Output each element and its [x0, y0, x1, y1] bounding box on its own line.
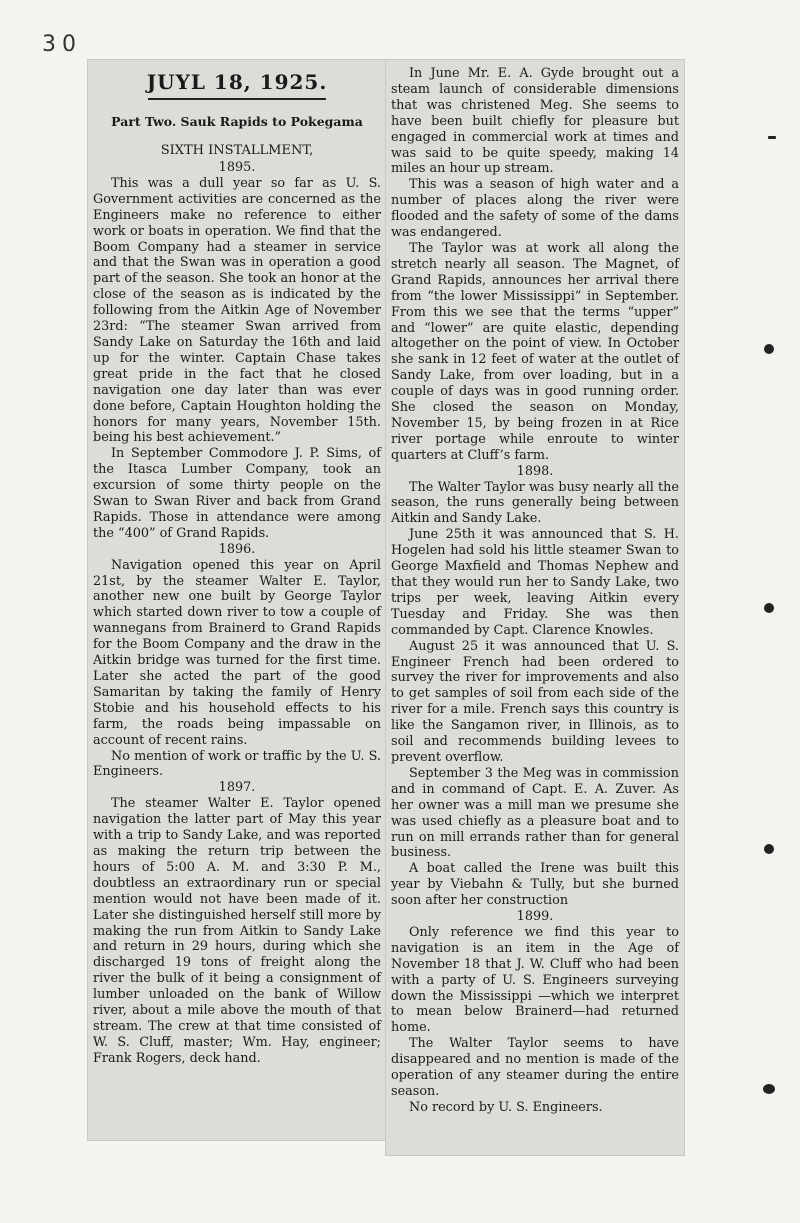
- year-heading: 1896.: [218, 541, 256, 557]
- year-heading: 1895.: [218, 160, 256, 175]
- installment-heading: SIXTH INSTALLMENT,: [160, 143, 314, 158]
- year-heading: 1899.: [516, 909, 554, 925]
- article-paragraph: The Taylor was at work all along the stretch nearly all season. The Magnet, of Grand Rapids, announces her arrival there from “the lower Mississippi” in September. From this we see that the terms “upper” and “lower” are quite elastic, depending altogether on the point of view. In October she sank in 12 feet of water at the outlet of Sandy Lake, from over loading, but in a couple of days was in good running order. She closed the season on Monday, November 15, by being frozen in at Rice river portage while enroute to winter quarters at Cluff’s farm.: [391, 240, 679, 463]
- article-paragraph: Only reference we find this year to navigation is an item in the Age of November 18 that J. W. Cluff who had been with a party of U. S. Engineers surveying down the Mississippi —which we interpret to mean below Brainerd—had returned home.: [391, 924, 679, 1036]
- punch-mark: [768, 136, 776, 139]
- punch-mark: [764, 603, 774, 613]
- clipping-subtitle: Part Two. Sauk Rapids to Pokegama: [111, 114, 363, 129]
- article-paragraph: The Walter Taylor was busy nearly all the season, the runs generally being between Aitkin and Sandy Lake.: [391, 479, 679, 527]
- article-paragraph: June 25th it was announced that S. H. Hogelen had sold his little steamer Swan to George Maxfield and Thomas Nephew and that they would run her to Sandy Lake, two trips per week, leaving Aitkin every Tuesday and Friday. She was then commanded by Capt. Clarence Knowles.: [391, 527, 679, 638]
- year-heading: 1898.: [516, 463, 554, 479]
- article-paragraph: A boat called the Irene was built this year by Viebahn & Tully, but she burned soon after her construction: [391, 861, 679, 909]
- clipping-date: JUYL 18, 1925.: [146, 70, 328, 94]
- article-paragraph: No mention of work or traffic by the U. S. Engineers.: [93, 748, 381, 780]
- punch-mark: [763, 1084, 775, 1094]
- article-paragraph: In June Mr. E. A. Gyde brought out a steam launch of considerable dimensions that was christened Meg. She seems to have been built chiefly for pleasure but engaged in commercial work at times and was said to be quite speedy, making 14 miles an hour up stream.: [391, 66, 679, 177]
- page-number: 30: [42, 32, 82, 57]
- article-paragraph: This was a season of high water and a number of places along the river were flooded and the safety of some of the dams was endangered.: [391, 177, 679, 241]
- article-paragraph: August 25 it was announced that U. S. Engineer French had been ordered to survey the river for improvements and also to get samples of soil from each side of the river for a mile. French says this country is like the Sangamon river, in Illinois, as to soil and recommends building levees to prevent overflow.: [391, 638, 679, 765]
- article-paragraph: September 3 the Meg was in commission and in command of Capt. E. A. Zuver. As her owner was a mill man we presume she was used chiefly as a pleasure boat and to run on mill errands rather than for general business.: [391, 765, 679, 861]
- punch-mark: [764, 844, 774, 854]
- year-heading: 1897.: [218, 780, 256, 796]
- masthead-rule: [148, 98, 326, 100]
- article-paragraph: The Walter Taylor seems to have disappeared and no mention is made of the operation of any steamer during the entire season.: [391, 1036, 679, 1099]
- clipping-right-column: [386, 60, 684, 1155]
- article-paragraph: Navigation opened this year on April 21st, by the steamer Walter E. Taylor, another new one built by George Taylor which started down river to tow a couple of wannegans from Brainerd to Grand Rapids for the Boom Company and the draw in the Aitkin bridge was turned for the first time. Later she acted the part of the good Samaritan by taking the family of Henry Stobie and his household effects to his farm, the roads being impassable on account of recent rains.: [93, 557, 381, 748]
- punch-mark: [764, 344, 774, 354]
- left-column-body: [88, 160, 386, 1067]
- article-paragraph: In September Commodore J. P. Sims, of the Itasca Lumber Company, took an excursion of some thirty people on the Swan to Swan River and back from Grand Rapids. Those in attendance were among the “400” of Grand Rapids.: [93, 446, 381, 541]
- article-paragraph: The steamer Walter E. Taylor opened navigation the latter part of May this year with a trip to Sandy Lake, and was reported as making the return trip between the hours of 5:00 A. M. and 3:30 P. M., doubtless an extraordinary run or special mention would not have been made of it. Later she distinguished herself still more by making the run from Aitkin to Sandy Lake and return in 29 hours, during which she discharged 19 tons of freight along the river the bulk of it being a consignment of lumber unloaded on the bank of Willow river, about a mile above the mouth of that stream. The crew at that time consisted of W. S. Cluff, master; Wm. Hay, engineer; Frank Rogers, deck hand.: [93, 796, 381, 1066]
- right-column-body: [386, 60, 684, 1116]
- article-paragraph: This was a dull year so far as U. S. Government activities are concerned as the Engineers make no reference to either work or boats in operation. We find that the Boom Company had a steamer in service and that the Swan was in operation a good part of the season. She took an honor at the close of the season as is indicated by the following from the Aitkin Age of November 23rd: “The steamer Swan arrived from Sandy Lake on Saturday the 16th and laid up for the winter. Captain Chase takes great pride in the fact that he closed navigation one day later than was ever done before, Captain Houghton holding the honors for many years, November 15th. being his best achievement.”: [93, 175, 381, 446]
- clipping-left-column: [88, 60, 386, 1140]
- article-paragraph: No record by U. S. Engineers.: [409, 1099, 603, 1115]
